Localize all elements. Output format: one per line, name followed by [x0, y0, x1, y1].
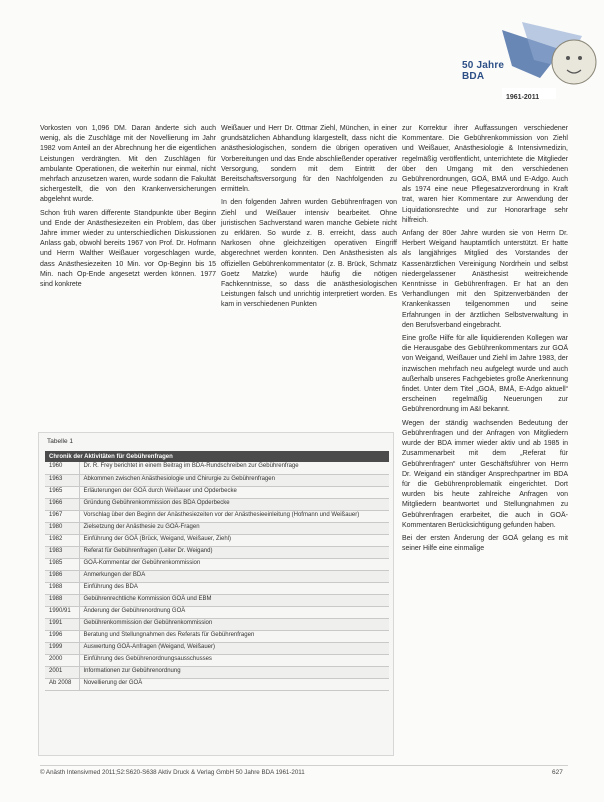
- row-year: 1988: [45, 582, 79, 594]
- row-text: GOÄ-Kommentar der Gebührenkommission: [79, 558, 389, 570]
- table-row: [45, 486, 389, 498]
- row-year: 1963: [45, 474, 79, 486]
- table-row: [45, 498, 389, 510]
- paragraph: In den folgenden Jahren wurden Gebührenfragen von Ziehl und Weißauer intensiv bearbeitet. Ohne juristischen Sachverstand waren manche Gebiete nicht zu erklären. So wurde z. B. erreicht, dass auch Narkosen ohne gleichzeitigen operativen Eingriff abgerechnet werden konnten. Den Anästhesisten als offiziellen Gebührenkommentator (z. B. Brück, Schmatz Goetz Matzke) wurde häufig die nötigen Fachkenntnisse, so dass die anästhesiologischen Leistungen falsch und unrichtig interpretiert worden. Es kam in verschiedenen Punkten: [221, 199, 397, 309]
- table-caption: Tabelle 1: [47, 438, 74, 445]
- logo-years: 1961-2011: [506, 94, 540, 101]
- row-text: Zielsetzung der Anästhesie zu GOÄ-Fragen: [79, 522, 389, 534]
- footer-citation: © Anästh Intensivmed 2011;52:S620-S638 Aktiv Druck & Verlag GmbH 50 Jahre BDA 1961-2011: [40, 769, 305, 776]
- table-row: [45, 678, 389, 690]
- table-row: [45, 654, 389, 666]
- row-text: Abkommen zwischen Anästhesiologie und Chirurgie zu Gebührenfragen: [79, 474, 389, 486]
- row-year: 1980: [45, 522, 79, 534]
- table-row: [45, 570, 389, 582]
- paragraph: Weißauer und Herr Dr. Ottmar Ziehl, München, in einer grundsätzlichen Abhandlung klargestellt, dass nicht die anästhesiologischen, sondern die übrigen operativen Vorbereitungen und das Ende abschließender operativer Versorgung, sondern mit dem Eintritt der Bereitschaftsversorgung für den Nachfolgenden zu ermitteln.: [221, 125, 397, 194]
- row-year: 2001: [45, 666, 79, 678]
- paragraph: Eine große Hilfe für alle liquidierenden Kollegen war die Herausgabe des Gebührenkommentars zur GOÄ von Weigand, Weißauer und Ziehl im Jahre 1983, der inzwischen mehrfach neu aufgelegt wurde und auch außerhalb unseres Fachgebietes große Anerkennung findet. Unter dem Titel „GOÄ, BMÄ, E-Adgo aktuell“ erscheinen regelmäßig Neuerungen zur Gebührenordnung im A&I bekannt.: [402, 335, 568, 414]
- text-column-1: [40, 124, 216, 293]
- row-text: Beratung und Stellungnahmen des Referats für Gebührenfragen: [79, 630, 389, 642]
- paragraph: zur Korrektur ihrer Auffassungen verschiedener Kommentare. Die Gebührenkommission von Ziehl und Weißauer, Anästhesiologie & Intensivmedizin, regelmäßig veröffentlicht, unterrichtete die Mitglieder über den Umgang mit den verschiedenen Gebührenordnungen, GOÄ, BMÄ und E-Adgo. Auch als 1974 eine neue Pflegesatzverordnung in Kraft trat, waren hier Kommentare zur Anwendung der Liquidationsrechte und zur Honorarfrage sehr hilfreich.: [402, 125, 568, 224]
- row-text: Anmerkungen der BDA: [79, 570, 389, 582]
- row-text: Gebührenkommission der Gebührenkommission: [79, 618, 389, 630]
- row-year: 1986: [45, 570, 79, 582]
- row-year: 1988: [45, 594, 79, 606]
- row-year: 1990/91: [45, 606, 79, 618]
- row-year: 1985: [45, 558, 79, 570]
- row-text: Novellierung der GOÄ: [79, 678, 389, 690]
- row-year: 1999: [45, 642, 79, 654]
- table-row: [45, 474, 389, 486]
- table-row: [45, 582, 389, 594]
- table-header: Chronik der Aktivitäten für Gebührenfragen: [45, 451, 389, 462]
- row-year: 1960: [45, 462, 79, 474]
- row-year: 1991: [45, 618, 79, 630]
- paragraph: Wegen der ständig wachsenden Bedeutung der Gebührenfragen und der Anfragen von Mitgliedern wurde der BDA immer wieder aktiv und ab 1985 in Zusammenarbeit mit dem „Referat für Gebührenfragen“ unter Geschäftsführer von Herrn Dr. Weigand ein ständiger Ansprechpartner im BDA für die Gebührenproblematik eingerichtet. Dort wurden bis heute zahlreiche Anfragen von Mitgliedern beantwortet und Stellungnahmen zu Gebührenfragen erarbeitet, die auch in GOÄ-Kommentaren Berücksichtigung gefunden haben.: [402, 419, 568, 529]
- table-row: [45, 618, 389, 630]
- row-text: Referat für Gebührenfragen (Leiter Dr. Weigand): [79, 546, 389, 558]
- table-row: [45, 594, 389, 606]
- paragraph: Bei der ersten Änderung der GOÄ gelang es mit seiner Hilfe eine einmalige: [402, 534, 568, 553]
- paragraph: Anfang der 80er Jahre wurden sie von Herrn Dr. Herbert Weigand hauptamtlich unterstützt. Er hatte als langjähriges Mitglied des Vorstandes der Kassenärztlichen Vereinigung Nordrhein und selbst niedergelassener Anästhesist weitreichende Kenntnisse in Gebührenfragen. Er hat an den Verhandlungen mit den Spitzenverbänden der Krankenkassen teilgenommen und seine Erfahrungen in der ärztlichen Selbstverwaltung in den Berufsverband eingebracht.: [402, 230, 568, 329]
- row-text: Erläuterungen der GOÄ durch Weißauer und Opderbecke: [79, 486, 389, 498]
- table-row: [45, 546, 389, 558]
- row-year: 1983: [45, 546, 79, 558]
- row-text: Änderung der Gebührenordnung GOÄ: [79, 606, 389, 618]
- row-text: Einführung des Gebührenordnungsausschusses: [79, 654, 389, 666]
- text-column-2: [221, 124, 397, 314]
- row-year: Ab 2008: [45, 678, 79, 690]
- row-text: Gründung Gebührenkommission des BDA Opderbecke: [79, 498, 389, 510]
- page-number: 627: [552, 769, 563, 776]
- table-row: [45, 558, 389, 570]
- table-row: [45, 666, 389, 678]
- table-row: [45, 606, 389, 618]
- row-text: Auswertung GOÄ-Anfragen (Weigand, Weißauer): [79, 642, 389, 654]
- row-year: 1967: [45, 510, 79, 522]
- row-year: 1965: [45, 486, 79, 498]
- table-row: [45, 462, 389, 474]
- row-year: 1966: [45, 498, 79, 510]
- table-row: [45, 534, 389, 546]
- text-column-3: [402, 124, 568, 764]
- chronik-table: [45, 451, 389, 691]
- table-row: [45, 522, 389, 534]
- row-text: Vorschlag über den Beginn der Anästhesiezeiten vor der Anästhesieeinleitung (Hofmann und Weißauer): [79, 510, 389, 522]
- paragraph: Schon früh waren differente Standpunkte über Beginn und Ende der Anästhesiezeiten ein Problem, das über Jahre immer wieder zu unterschiedlichen Diskussionen Anlass gab, obwohl bereits 1967 von Prof. Dr. Hofmann und Herrn Walther Weißauer vorgeschlagen wurde, dass Anästhesiezeiten 10 Min. vor Op-Beginn bis 15 Min. nach Op-Ende angesetzt werden können. 1977 sind konkrete: [40, 209, 216, 289]
- row-text: Einführung der GOÄ (Brück, Weigand, Weißauer, Ziehl): [79, 534, 389, 546]
- row-text: Dr. R. Frey berichtet in einem Beitrag im BDA-Rundschreiben zur Gebührenfrage: [79, 462, 389, 474]
- bda-anniversary-logo: [462, 20, 602, 102]
- row-text: Einführung des BDA: [79, 582, 389, 594]
- paragraph: Vorkosten von 1,096 DM. Daran änderte sich auch wenig, als die Zuschläge mit der Novellierung im Jahr 1982 vom Anteil an der Abrechnung her die eigentlichen Leistungen verdrängten. Mit den Zuschlägen für ambulante Operationen, die weiterhin nur einmal, nicht mehrfach anzusetzen waren, wurde sodann die Fakultät sichergestellt, die von den Krankenversicherungen abgelehnt wurde.: [40, 125, 216, 204]
- chronik-table-box: [38, 432, 394, 756]
- row-text: Gebührenrechtliche Kommission GOÄ und EBM: [79, 594, 389, 606]
- row-year: 1996: [45, 630, 79, 642]
- table-row: [45, 510, 389, 522]
- footer-divider: [40, 765, 568, 766]
- row-year: 1982: [45, 534, 79, 546]
- row-year: 2000: [45, 654, 79, 666]
- row-text: Informationen zur Gebührenordnung: [79, 666, 389, 678]
- table-row: [45, 642, 389, 654]
- logo-title: 50 Jahre BDA: [462, 60, 505, 82]
- table-row: [45, 630, 389, 642]
